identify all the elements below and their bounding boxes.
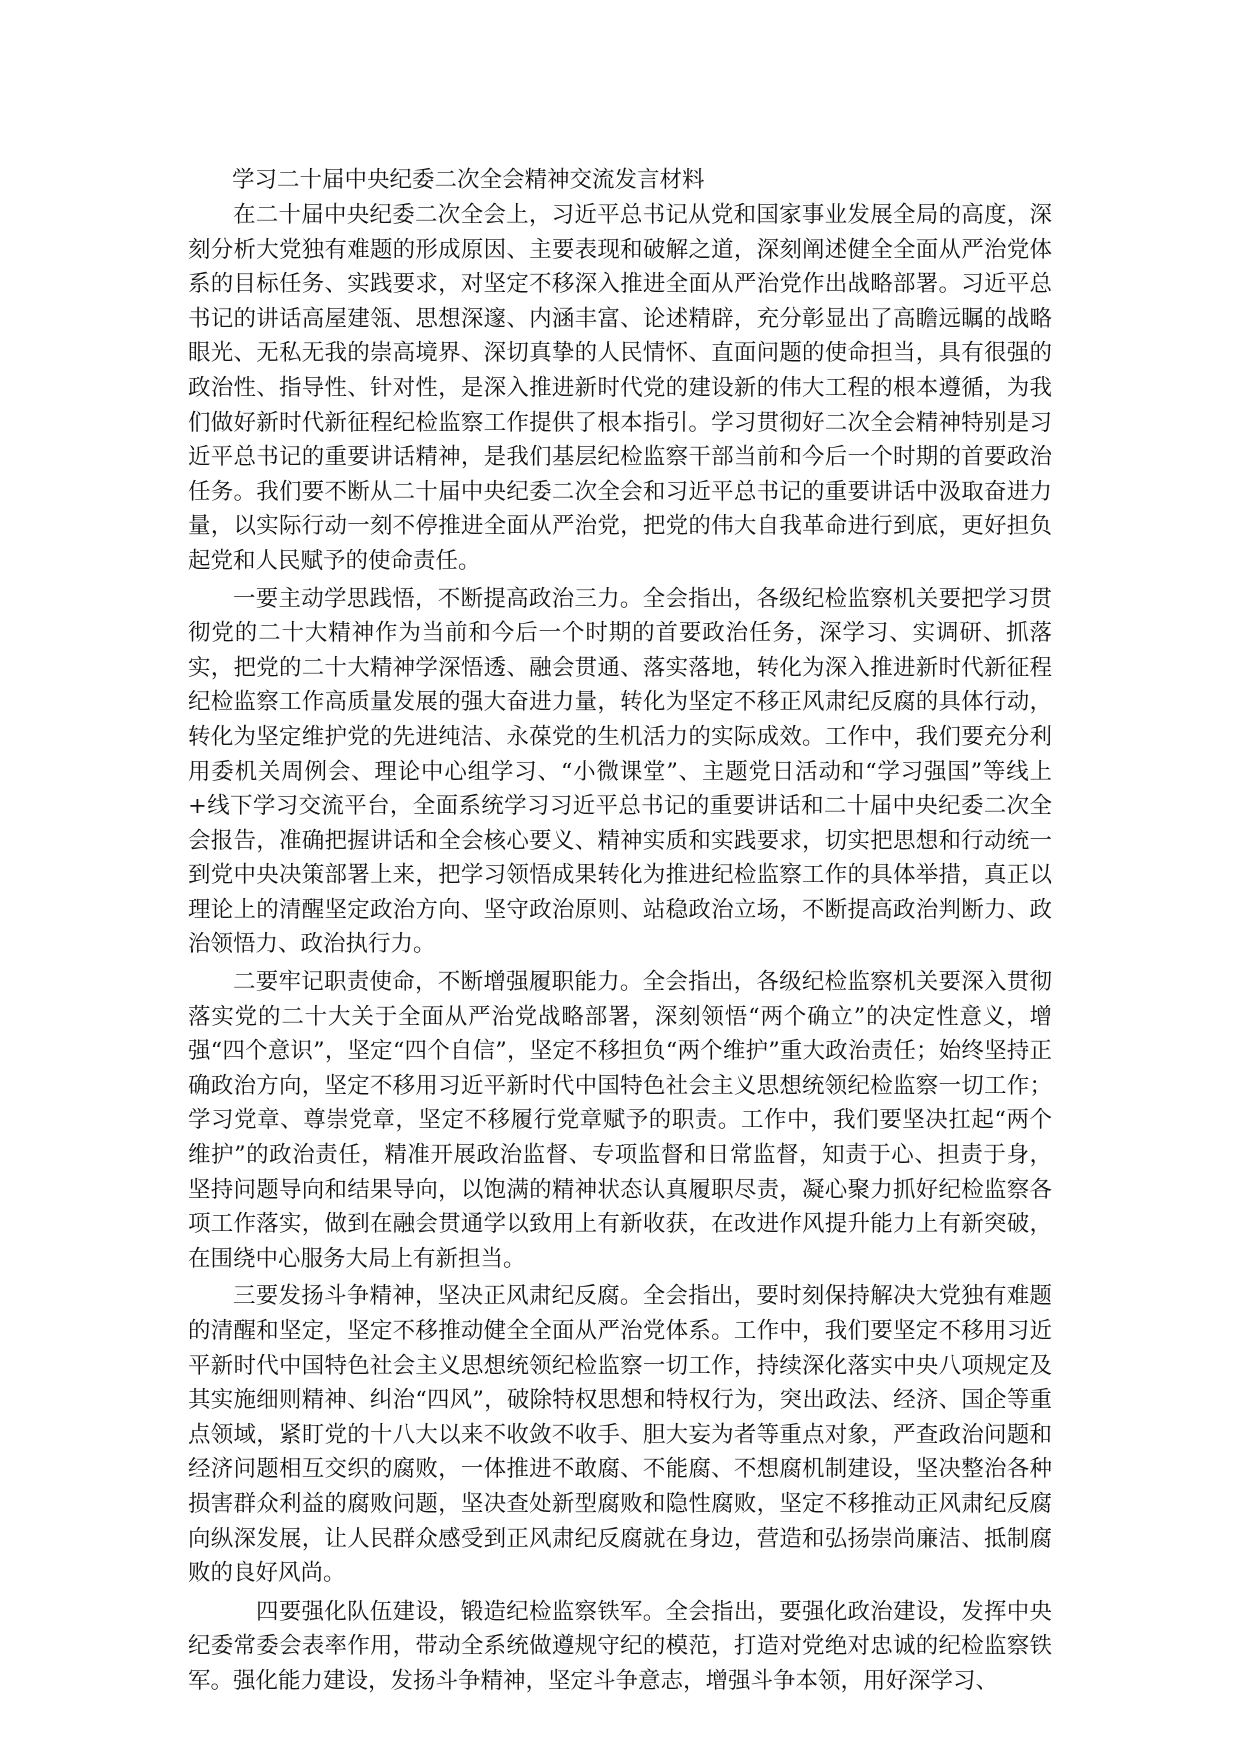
paragraph-point-3: 三要发扬斗争精神，坚决正风肃纪反腐。全会指出，要时刻保持解决大党独有难题的清醒和坚定，坚定不移推动健全全面从严治党体系。工作中，我们要坚定不移用习近平新时代中国特色社会主义思想统领纪检监察一切工作，持续深化落实中央八项规定及其实施细则精神、纠治“四风”，破除特权思想和特权行为，突出政法、经济、国企等重点领域，紧盯党的十八大以来不收敛不收手、胆大妄为者等重点对象，严查政治问题和经济问题相互交织的腐败，一体推进不敢腐、不能腐、不想腐机制建设，坚决整治各种损害群众利益的腐败问题，坚决查处新型腐败和隐性腐败，坚定不移推动正风肃纪反腐向纵深发展，让人民群众感受到正风肃纪反腐就在身边，营造和弘扬崇尚廉洁、抵制腐败的良好风尚。 (188, 1283, 1052, 1587)
paragraph-point-4: 四要强化队伍建设，锻造纪检监察铁军。全会指出，要强化政治建设，发挥中央纪委常委会表率作用，带动全系统做遵规守纪的模范，打造对党绝对忠诚的纪检监察铁军。强化能力建设，发扬斗争精神，坚定斗争意志，增强斗争本领，用好深学习、 (188, 1598, 1052, 1694)
document-body (188, 163, 1052, 1699)
paragraph-point-2: 二要牢记职责使命，不断增强履职能力。全会指出，各级纪检监察机关要深入贯彻落实党的二十大关于全面从严治党战略部署，深刻领悟“两个确立”的决定性意义，增强“四个意识”，坚定“四个自信”，坚定不移担负“两个维护”重大政治责任；始终坚持正确政治方向，坚定不移用习近平新时代中国特色社会主义思想统领纪检监察一切工作；学习党章、尊崇党章，坚定不移履行党章赋予的职责。工作中，我们要坚决扛起“两个维护”的政治责任，精准开展政治监督、专项监督和日常监督，知责于心、担责于身，坚持问题导向和结果导向，以饱满的精神状态认真履职尽责，凝心聚力抓好纪检监察各项工作落实，做到在融会贯通学以致用上有新收获，在改进作风提升能力上有新突破，在围绕中心服务大局上有新担当。 (188, 969, 1052, 1272)
document-title: 学习二十届中央纪委二次全会精神交流发言材料 (232, 167, 705, 193)
paragraph-point-1: 一要主动学思践悟，不断提高政治三力。全会指出，各级纪检监察机关要把学习贯彻党的二十大精神作为当前和今后一个时期的首要政治任务，深学习、实调研、抓落实，把党的二十大精神学深悟透、融会贯通、落实落地，转化为深入推进新时代新征程纪检监察工作高质量发展的强大奋进力量，转化为坚定不移正风肃纪反腐的具体行动，转化为坚定维护党的先进纯洁、永葆党的生机活力的实际成效。工作中，我们要充分利用委机关周例会、理论中心组学习、“小微课堂”、主题党日活动和“学习强国”等线上+线下学习交流平台，全面系统学习习近平总书记的重要讲话和二十届中央纪委二次全会报告，准确把握讲话和全会核心要义、精神实质和实践要求，切实把思想和行动统一到党中央决策部署上来，把学习领悟成果转化为推进纪检监察工作的具体举措，真正以理论上的清醒坚定政治方向、坚守政治原则、站稳政治立场，不断提高政治判断力、政治领悟力、政治执行力。 (188, 585, 1052, 958)
paragraph-intro: 在二十届中央纪委二次全会上，习近平总书记从党和国家事业发展全局的高度，深刻分析大党独有难题的形成原因、主要表现和破解之道，深刻阐述健全全面从严治党体系的目标任务、实践要求，对坚定不移深入推进全面从严治党作出战略部署。习近平总书记的讲话高屋建瓴、思想深邃、内涵丰富、论述精辟，充分彰显出了高瞻远瞩的战略眼光、无私无我的崇高境界、深切真挚的人民情怀、直面问题的使命担当，具有很强的政治性、指导性、针对性，是深入推进新时代党的建设新的伟大工程的根本遵循，为我们做好新时代新征程纪检监察工作提供了根本指引。学习贯彻好二次全会精神特别是习近平总书记的重要讲话精神，是我们基层纪检监察干部当前和今后一个时期的首要政治任务。我们要不断从二十届中央纪委二次全会和习近平总书记的重要讲话中汲取奋进力量，以实际行动一刻不停推进全面从严治党，把党的伟大自我革命进行到底，更好担负起党和人民赋予的使命责任。 (188, 202, 1052, 574)
